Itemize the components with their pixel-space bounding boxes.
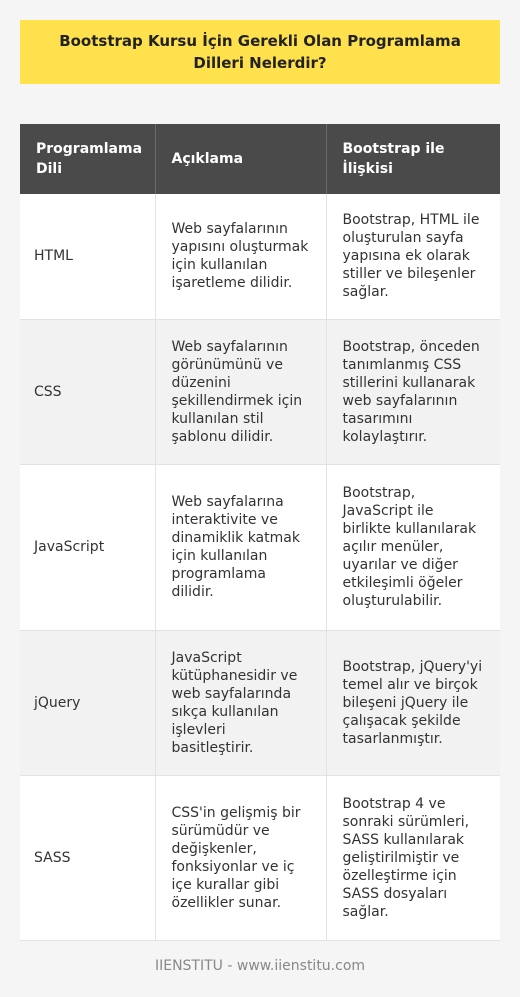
cell-description: Web sayfalarına interaktivite ve dinamiklik katmak için kullanılan programlama dilidir. <box>155 464 326 630</box>
cell-description: Web sayfalarının görünümünü ve düzenini şekillendirmek için kullanılan stil şablonu dilidir. <box>155 319 326 464</box>
table-row <box>20 630 500 775</box>
cell-description: CSS'in gelişmiş bir sürümüdür ve değişkenler, fonksiyonlar ve iç içe kurallar gibi özellikler sunar. <box>155 775 326 940</box>
header-description: Açıklama <box>155 124 326 194</box>
cell-language: JavaScript <box>20 464 155 630</box>
cell-language: jQuery <box>20 630 155 775</box>
cell-description: JavaScript kütüphanesidir ve web sayfalarında sıkça kullanılan işlevleri basitleştirir. <box>155 630 326 775</box>
table-row <box>20 319 500 464</box>
header-relation: Bootstrap ile İlişkisi <box>326 124 500 194</box>
cell-language: SASS <box>20 775 155 940</box>
page-title: Bootstrap Kursu İçin Gerekli Olan Programlama Dilleri Nelerdir? <box>59 32 461 72</box>
table-row <box>20 775 500 940</box>
title-banner <box>20 20 500 84</box>
cell-language: HTML <box>20 194 155 319</box>
footer-credit: IIENSTITU - www.iienstitu.com <box>154 958 366 974</box>
cell-description: Web sayfalarının yapısını oluşturmak için kullanılan işaretleme dilidir. <box>155 194 326 319</box>
cell-language: CSS <box>20 319 155 464</box>
cell-relation: Bootstrap, HTML ile oluşturulan sayfa yapısına ek olarak stiller ve bileşenler sağlar. <box>326 194 500 319</box>
cell-relation: Bootstrap 4 ve sonraki sürümleri, SASS kullanılarak geliştirilmiştir ve özelleştirme için SASS dosyaları sağlar. <box>326 775 500 940</box>
cell-relation: Bootstrap, JavaScript ile birlikte kullanılarak açılır menüler, uyarılar ve diğer etkileşimli öğeler oluşturulabilir. <box>326 464 500 630</box>
cell-relation: Bootstrap, jQuery'yi temel alır ve birçok bileşeni jQuery ile çalışacak şekilde tasarlanmıştır. <box>326 630 500 775</box>
languages-table <box>20 124 500 941</box>
table-row <box>20 464 500 630</box>
header-language: Programlama Dili <box>20 124 155 194</box>
table-header-row <box>20 124 500 194</box>
table-row <box>20 194 500 319</box>
cell-relation: Bootstrap, önceden tanımlanmış CSS stillerini kullanarak web sayfalarının tasarımını kolaylaştırır. <box>326 319 500 464</box>
